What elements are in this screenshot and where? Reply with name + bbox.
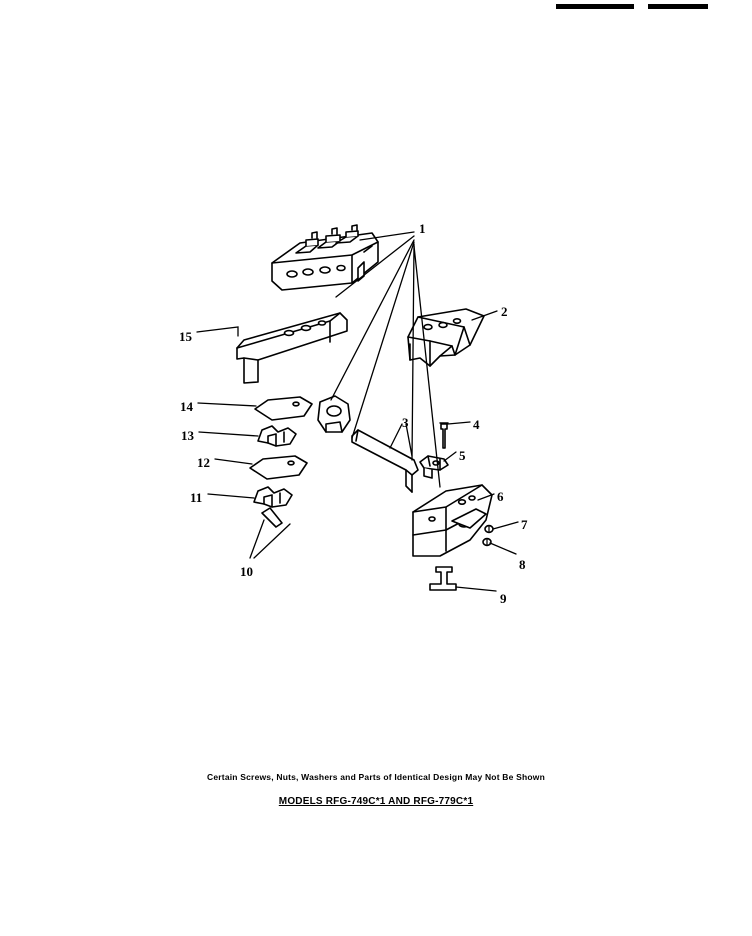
callout-13: 13 bbox=[181, 428, 194, 443]
callout-9: 9 bbox=[500, 591, 507, 606]
leader-4 bbox=[448, 422, 470, 424]
part-12-plate bbox=[250, 456, 307, 479]
leader-13 bbox=[199, 432, 258, 436]
part-center-cap bbox=[318, 396, 350, 432]
callout-15: 15 bbox=[179, 329, 192, 344]
part-2-bracket bbox=[408, 309, 484, 366]
part-1-manifold bbox=[272, 225, 378, 290]
leader-10-b bbox=[254, 524, 290, 558]
part-3-linkage bbox=[352, 430, 418, 492]
callout-8: 8 bbox=[519, 557, 526, 572]
part-4-screw bbox=[440, 423, 448, 448]
footer bbox=[0, 772, 752, 807]
part-14-plate bbox=[255, 397, 312, 420]
part-9-leg bbox=[430, 567, 456, 590]
leader-14 bbox=[198, 403, 256, 406]
leader-1-f bbox=[414, 246, 440, 487]
callout-14: 14 bbox=[180, 399, 193, 414]
part-11-clip bbox=[254, 487, 292, 507]
leader-9 bbox=[456, 587, 496, 591]
leader-11 bbox=[208, 494, 254, 498]
callout-10: 10 bbox=[240, 564, 253, 579]
leader-3-a bbox=[390, 424, 402, 448]
callout-5: 5 bbox=[459, 448, 466, 463]
footer-note: Certain Screws, Nuts, Washers and Parts of Identical Design May Not Be Shown bbox=[207, 772, 545, 782]
leader-5 bbox=[444, 452, 456, 461]
part-8-fastener bbox=[483, 539, 491, 546]
leader-8 bbox=[490, 543, 516, 554]
leader-15 bbox=[197, 327, 238, 336]
part-15-rail bbox=[237, 313, 347, 383]
leader-12 bbox=[215, 459, 252, 464]
callout-12: 12 bbox=[197, 455, 210, 470]
footer-models: MODELS RFG-749C*1 AND RFG-779C*1 bbox=[278, 796, 474, 807]
leader-10-a bbox=[250, 520, 264, 558]
leader-7 bbox=[493, 522, 518, 529]
part-5-clamp bbox=[420, 456, 448, 478]
callout-1: 1 bbox=[419, 221, 426, 236]
callout-11: 11 bbox=[190, 490, 203, 505]
callout-7: 7 bbox=[521, 517, 528, 532]
part-13-clip bbox=[258, 426, 296, 446]
callout-6: 6 bbox=[497, 489, 504, 504]
part-10-clips bbox=[262, 508, 282, 527]
part-6-shield bbox=[413, 485, 492, 556]
callout-2: 2 bbox=[501, 304, 508, 319]
callout-3: 3 bbox=[402, 415, 409, 430]
part-7-fastener bbox=[485, 526, 493, 533]
callout-4: 4 bbox=[473, 417, 480, 432]
